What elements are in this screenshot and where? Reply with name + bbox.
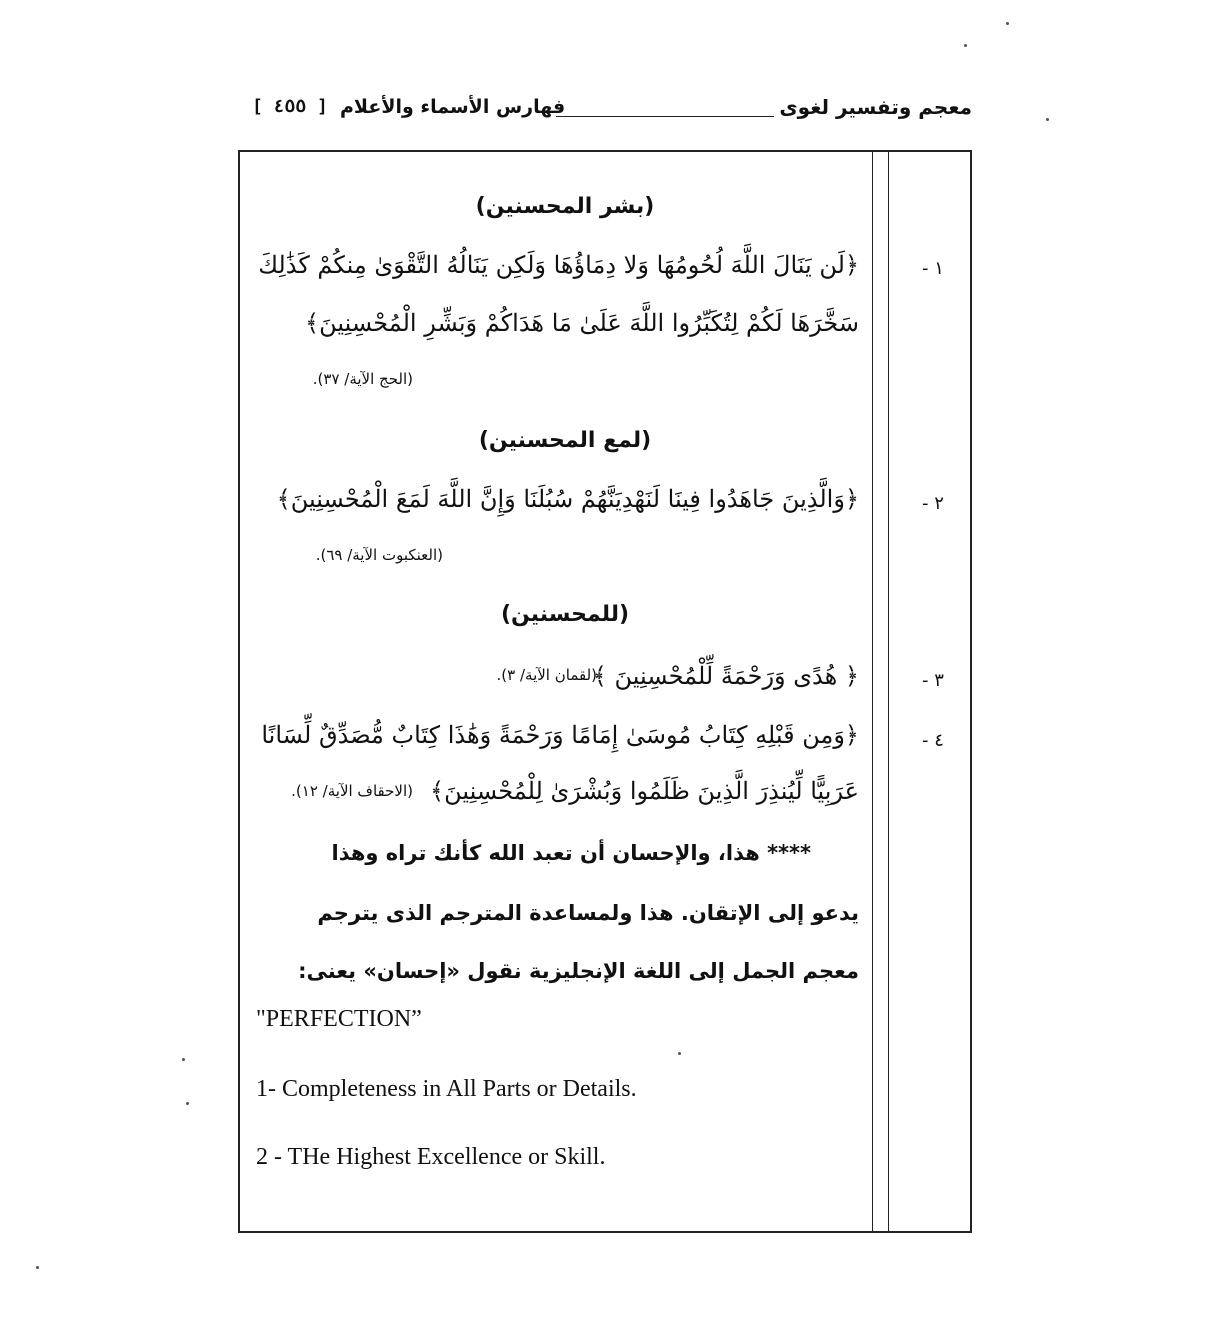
running-header bbox=[248, 92, 972, 126]
commentary-line-2: يدعو إلى الإتقان. هذا ولمساعدة المترجم الذى يترجم bbox=[317, 901, 859, 925]
verse-1-line-1: ﴿لَن يَنَالَ اللَّهَ لُحُومُهَا وَلا دِمَاؤُهَا وَلَكِن يَنَالُهُ التَّقْوَىٰ مِنكُمْ كَذَٰلِكَ bbox=[258, 251, 859, 279]
book-title: معجم وتفسير لغوى bbox=[779, 95, 972, 119]
scan-speck bbox=[1006, 22, 1009, 25]
page-number: [ ٤٥٥ ] bbox=[252, 96, 328, 117]
column-divider bbox=[872, 152, 873, 1231]
column-divider-inner bbox=[888, 152, 889, 1231]
verse-4-line-1: ﴿وَمِن قَبْلِهِ كِتَابُ مُوسَىٰ إِمَامًا وَرَحْمَةً وَهَٰذَا كِتَابٌ مُّصَدِّقٌ لِّسَانًا bbox=[261, 721, 859, 749]
verse-3-reference: (لقمان الآية/ ٣). bbox=[496, 666, 597, 684]
entry-number-3: ٣ - bbox=[922, 670, 944, 691]
scan-speck bbox=[964, 44, 967, 47]
entry-number-1: ١ - bbox=[922, 258, 944, 279]
scan-speck bbox=[678, 1052, 681, 1055]
scan-speck bbox=[186, 1102, 189, 1105]
entry-heading-2: (لمع المحسنين) bbox=[478, 428, 652, 453]
verse-2-reference: (العنكبوت الآية/ ٦٩). bbox=[315, 546, 443, 564]
verse-2: ﴿وَالَّذِينَ جَاهَدُوا فِينَا لَنَهْدِيَنَّهُمْ سُبُلَنَا وَإِنَّ اللَّهَ لَمَعَ الْمُحْسِنِينَ﴾ bbox=[276, 485, 859, 513]
verse-1-reference: (الحج الآية/ ٣٧). bbox=[312, 370, 413, 388]
section-title: فهارس الأسماء والأعلام bbox=[340, 96, 566, 118]
entry-number-2: ٢ - bbox=[922, 493, 944, 514]
scan-speck bbox=[1046, 118, 1049, 121]
header-rule bbox=[556, 116, 774, 117]
verse-3: ﴿ هُدًى وَرَحْمَةً لِّلْمُحْسِنِينَ ﴾ bbox=[592, 662, 859, 690]
scan-speck bbox=[36, 1266, 39, 1269]
verse-1-line-2: سَخَّرَهَا لَكُمْ لِتُكَبِّرُوا اللَّهَ عَلَىٰ مَا هَدَاكُمْ وَبَشِّرِ الْمُحْسِنِينَ﴾ bbox=[305, 309, 859, 337]
scan-speck bbox=[182, 1058, 185, 1061]
english-term: "PERFECTION” bbox=[256, 1006, 422, 1032]
entry-number-4: ٤ - bbox=[922, 730, 944, 751]
verse-4-reference: (الاحقاف الآية/ ١٢). bbox=[291, 782, 413, 800]
verse-4-line-2: عَرَبِيًّا لِّيُنذِرَ الَّذِينَ ظَلَمُوا وَبُشْرَىٰ لِلْمُحْسِنِينَ﴾ bbox=[430, 777, 859, 805]
entry-heading-1: (بشر المحسنين) bbox=[475, 194, 655, 219]
commentary-line-1: **** هذا، والإحسان أن تعبد الله كأنك تراه وهذا bbox=[331, 841, 811, 865]
commentary-line-3: معجم الجمل إلى اللغة الإنجليزية نقول «إحسان» يعنى: bbox=[298, 959, 859, 983]
definition-2: 2 - THe Highest Excellence or Skill. bbox=[256, 1144, 606, 1170]
definition-1: 1- Completeness in All Parts or Details. bbox=[256, 1076, 637, 1102]
entry-heading-3: (للمحسنين) bbox=[500, 602, 630, 627]
